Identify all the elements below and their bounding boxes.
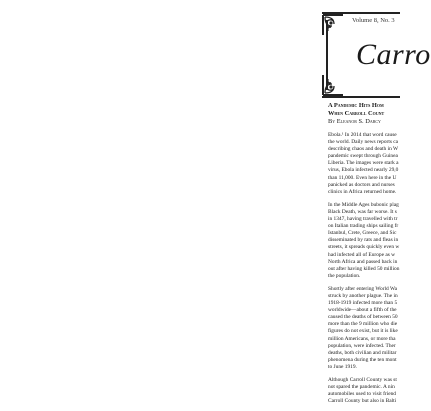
paragraph-line: more than the 9 million who die [328,321,398,328]
article-paragraph [328,377,400,405]
paragraph-line: in 1347, having travelled with tr [328,216,398,223]
paragraph-line: clinics in Africa returned home. [328,188,397,195]
paragraph-line: worldwide—about a fifth of the [328,307,397,314]
paragraph-line: Liberia. The images were stark a [328,160,399,167]
corner-ornament-bottom-icon [322,74,344,96]
article-byline [328,118,400,126]
paragraph-line: had infected all of Europe as w [328,251,396,258]
paragraph-line: the population. [328,272,361,279]
article-paragraph [328,132,400,196]
paragraph-line: out after having killed 50 million [328,265,400,272]
paragraph-line: population, were infected. Ther [328,342,396,349]
paragraph-line: on Italian trading ships sailing fr [328,223,399,230]
paragraph-line: Although Carroll County was st [328,377,397,383]
paragraph-line: virus, Ebola infected nearly 29,0 [328,167,399,174]
paragraph-line: In the Middle Ages bubonic plag [328,201,399,208]
paragraph-line: Istanbul, Crete, Greece, and Sic [328,230,397,237]
paragraph-line: to June 1919. [328,363,357,370]
masthead-bottom-rule [322,96,400,98]
paragraph-line: Black Death, was far worse. It s [328,208,397,215]
paragraph-line: disseminated by rats and fleas in [328,237,399,244]
paragraph-line: Ebola.¹ In 2014 that word cause [328,132,397,138]
paragraph-line: figures do not exist, but it is like [328,328,398,335]
paragraph-line: the world. Daily news reports ca [328,139,399,146]
headline-line-1: A Pandemic Hits Hom [328,102,384,109]
paragraph-line: than 11,000. Even here in the U [328,174,397,181]
paragraph-line: caused the deaths of between 50 [328,314,398,321]
article-paragraph [328,286,400,371]
paragraph-line: not spared the pandemic. A nin [328,384,395,391]
volume-number: Volume 8, No. 3 [352,17,395,24]
corner-ornament-top-icon [322,14,344,36]
paragraph-line: Carroll County but also in Balti [328,398,397,405]
paragraph-line: streets, it spreads quickly even w [328,244,400,251]
headline-line-2: When Carroll Count [328,110,385,117]
article-body [328,132,400,405]
paragraph-line: deaths, both civilian and militar [328,349,397,356]
paragraph-line: million Americans, or more tha [328,335,396,342]
paragraph-line: automobiles used to visit friend [328,391,396,398]
paragraph-line: North Africa and passed back in [328,258,398,265]
masthead [322,12,431,98]
paragraph-line: Shortly after entering World Wa [328,285,397,292]
paragraph-line: 1918-1919 infected more than 5 [328,300,398,307]
paragraph-line: struck by another plague. The in [328,292,398,299]
newsletter-title: Carro [356,38,431,71]
byline-text: By Eleanor S. Darcy [328,118,381,125]
article [328,102,400,411]
article-headline [328,102,400,118]
paragraph-line: panicked as doctors and nurses [328,181,395,188]
paragraph-line: pandemic swept through Guinea [328,153,398,160]
paragraph-line: describing chaos and death in W [328,146,399,153]
paragraph-line: phenomena during the ten mont [328,356,397,363]
article-paragraph [328,202,400,280]
